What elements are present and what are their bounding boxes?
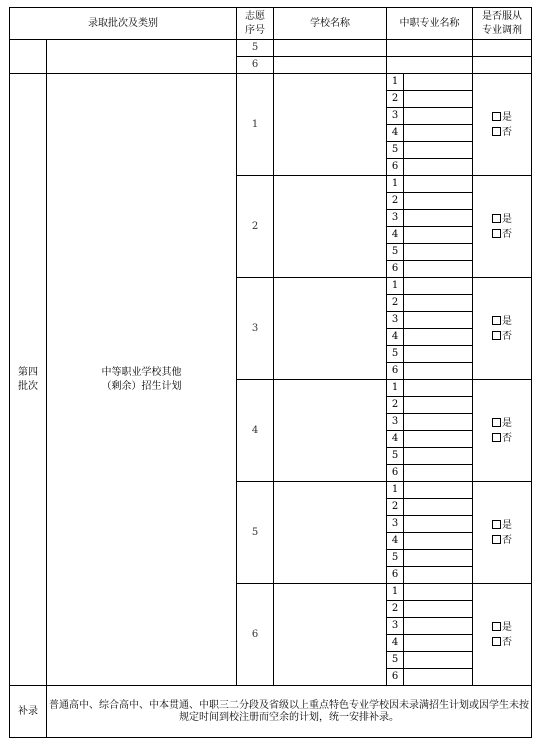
choice-number: 3 bbox=[237, 278, 274, 380]
major-index: 1 bbox=[387, 278, 404, 295]
major-index: 4 bbox=[387, 533, 404, 550]
major-name-field[interactable] bbox=[404, 669, 473, 686]
adjust-no-option[interactable]: 否 bbox=[473, 227, 531, 242]
checkbox-icon[interactable] bbox=[492, 229, 501, 238]
adjust-no-option[interactable]: 否 bbox=[473, 431, 531, 446]
major-index: 5 bbox=[387, 244, 404, 261]
supplement-label: 补录 bbox=[10, 686, 47, 738]
school-name-field[interactable] bbox=[274, 57, 387, 74]
major-index: 3 bbox=[387, 108, 404, 125]
major-index: 1 bbox=[387, 482, 404, 499]
major-index: 6 bbox=[387, 567, 404, 584]
adjust-no-option[interactable]: 否 bbox=[473, 125, 531, 140]
school-name-field[interactable] bbox=[274, 584, 387, 686]
previous-batch-row bbox=[10, 40, 532, 57]
header-row bbox=[10, 8, 532, 40]
school-name-field[interactable] bbox=[274, 380, 387, 482]
major-name-field[interactable] bbox=[404, 278, 473, 295]
major-index: 3 bbox=[387, 618, 404, 635]
adjust-yes-option[interactable]: 是 bbox=[473, 416, 531, 431]
major-name-field[interactable] bbox=[404, 550, 473, 567]
major-index: 4 bbox=[387, 329, 404, 346]
adjust-options bbox=[473, 176, 532, 278]
admission-form bbox=[9, 7, 531, 741]
school-name-field[interactable] bbox=[274, 278, 387, 380]
major-name-field[interactable] bbox=[404, 618, 473, 635]
adjust-yes-option[interactable]: 是 bbox=[473, 314, 531, 329]
adjust-yes-option[interactable]: 是 bbox=[473, 620, 531, 635]
major-name-field[interactable] bbox=[404, 397, 473, 414]
adjust-options bbox=[473, 278, 532, 380]
major-name-field[interactable] bbox=[404, 635, 473, 652]
supplement-text: 普通高中、综合高中、中本贯通、中职三二分段及省级以上重点特色专业学校因未录满招生计划或因学生未按规定时间到校注册而空余的计划，统一安排补录。 bbox=[47, 686, 532, 738]
major-field[interactable] bbox=[387, 40, 473, 57]
adjust-no-option[interactable]: 否 bbox=[473, 329, 531, 344]
major-index: 4 bbox=[387, 431, 404, 448]
major-index: 6 bbox=[387, 465, 404, 482]
major-name-field[interactable] bbox=[404, 516, 473, 533]
major-index: 6 bbox=[387, 159, 404, 176]
choice-number: 2 bbox=[237, 176, 274, 278]
major-index: 6 bbox=[387, 261, 404, 278]
major-name-field[interactable] bbox=[404, 482, 473, 499]
major-index: 2 bbox=[387, 601, 404, 618]
major-name-field[interactable] bbox=[404, 380, 473, 397]
checkbox-icon[interactable] bbox=[492, 127, 501, 136]
choice-number: 1 bbox=[237, 74, 274, 176]
checkbox-icon[interactable] bbox=[492, 520, 501, 529]
major-name-field[interactable] bbox=[404, 295, 473, 312]
major-row bbox=[10, 74, 532, 91]
major-name-field[interactable] bbox=[404, 193, 473, 210]
adjust-options bbox=[473, 482, 532, 584]
adjust-yes-option[interactable]: 是 bbox=[473, 110, 531, 125]
major-index: 3 bbox=[387, 210, 404, 227]
batch-name: 第四 批次 bbox=[10, 74, 47, 686]
major-index: 4 bbox=[387, 227, 404, 244]
major-name-field[interactable] bbox=[404, 414, 473, 431]
major-name-field[interactable] bbox=[404, 125, 473, 142]
major-name-field[interactable] bbox=[404, 465, 473, 482]
school-name-field[interactable] bbox=[274, 482, 387, 584]
major-name-field[interactable] bbox=[404, 448, 473, 465]
supplement-row bbox=[10, 686, 532, 738]
major-name-field[interactable] bbox=[404, 584, 473, 601]
checkbox-icon[interactable] bbox=[492, 331, 501, 340]
major-name-field[interactable] bbox=[404, 567, 473, 584]
major-name-field[interactable] bbox=[404, 74, 473, 91]
major-name-field[interactable] bbox=[404, 108, 473, 125]
major-name-field[interactable] bbox=[404, 346, 473, 363]
major-index: 5 bbox=[387, 652, 404, 669]
header-school: 学校名称 bbox=[274, 8, 387, 40]
major-index: 5 bbox=[387, 346, 404, 363]
school-name-field[interactable] bbox=[274, 74, 387, 176]
major-name-field[interactable] bbox=[404, 652, 473, 669]
choice-number: 5 bbox=[237, 482, 274, 584]
school-name-field[interactable] bbox=[274, 176, 387, 278]
major-index: 6 bbox=[387, 669, 404, 686]
choice-number: 6 bbox=[237, 57, 274, 74]
major-name-field[interactable] bbox=[404, 244, 473, 261]
header-adjust: 是否服从 专业调剂 bbox=[473, 8, 532, 40]
major-field[interactable] bbox=[387, 57, 473, 74]
major-name-field[interactable] bbox=[404, 363, 473, 380]
header-major: 中职专业名称 bbox=[387, 8, 473, 40]
major-index: 1 bbox=[387, 74, 404, 91]
major-index: 2 bbox=[387, 295, 404, 312]
major-name-field[interactable] bbox=[404, 176, 473, 193]
school-name-field[interactable] bbox=[274, 40, 387, 57]
major-name-field[interactable] bbox=[404, 533, 473, 550]
major-index: 2 bbox=[387, 499, 404, 516]
header-order: 志愿 序号 bbox=[237, 8, 274, 40]
batch-category: 中等职业学校其他 （剩余）招生计划 bbox=[47, 74, 237, 686]
checkbox-icon[interactable] bbox=[492, 112, 501, 121]
major-name-field[interactable] bbox=[404, 210, 473, 227]
adjust-yes-option[interactable]: 是 bbox=[473, 518, 531, 533]
major-index: 5 bbox=[387, 550, 404, 567]
major-name-field[interactable] bbox=[404, 329, 473, 346]
major-index: 2 bbox=[387, 91, 404, 108]
previous-batch-name-cell bbox=[10, 40, 47, 74]
adjust-field[interactable] bbox=[473, 40, 532, 57]
checkbox-icon[interactable] bbox=[492, 316, 501, 325]
checkbox-icon[interactable] bbox=[492, 637, 501, 646]
adjust-no-option[interactable]: 否 bbox=[473, 533, 531, 548]
adjust-yes-option[interactable]: 是 bbox=[473, 212, 531, 227]
adjust-field[interactable] bbox=[473, 57, 532, 74]
major-name-field[interactable] bbox=[404, 499, 473, 516]
major-index: 5 bbox=[387, 142, 404, 159]
choice-number: 6 bbox=[237, 584, 274, 686]
checkbox-icon[interactable] bbox=[492, 535, 501, 544]
adjust-options bbox=[473, 74, 532, 176]
major-name-field[interactable] bbox=[404, 261, 473, 278]
header-batch: 录取批次及类别 bbox=[10, 8, 237, 40]
major-name-field[interactable] bbox=[404, 431, 473, 448]
major-index: 3 bbox=[387, 312, 404, 329]
application-table bbox=[9, 7, 532, 738]
major-name-field[interactable] bbox=[404, 91, 473, 108]
checkbox-icon[interactable] bbox=[492, 622, 501, 631]
previous-batch-category-cell bbox=[47, 40, 237, 74]
major-index: 3 bbox=[387, 516, 404, 533]
major-index: 1 bbox=[387, 584, 404, 601]
major-index: 6 bbox=[387, 363, 404, 380]
choice-number: 4 bbox=[237, 380, 274, 482]
adjust-options bbox=[473, 380, 532, 482]
major-index: 2 bbox=[387, 397, 404, 414]
adjust-options bbox=[473, 584, 532, 686]
major-index: 1 bbox=[387, 176, 404, 193]
major-name-field[interactable] bbox=[404, 227, 473, 244]
major-index: 5 bbox=[387, 448, 404, 465]
checkbox-icon[interactable] bbox=[492, 418, 501, 427]
major-name-field[interactable] bbox=[404, 312, 473, 329]
choice-number: 5 bbox=[237, 40, 274, 57]
adjust-no-option[interactable]: 否 bbox=[473, 635, 531, 650]
major-name-field[interactable] bbox=[404, 159, 473, 176]
major-index: 2 bbox=[387, 193, 404, 210]
major-index: 4 bbox=[387, 125, 404, 142]
major-index: 4 bbox=[387, 635, 404, 652]
checkbox-icon[interactable] bbox=[492, 214, 501, 223]
major-index: 3 bbox=[387, 414, 404, 431]
major-name-field[interactable] bbox=[404, 601, 473, 618]
major-name-field[interactable] bbox=[404, 142, 473, 159]
major-index: 1 bbox=[387, 380, 404, 397]
checkbox-icon[interactable] bbox=[492, 433, 501, 442]
